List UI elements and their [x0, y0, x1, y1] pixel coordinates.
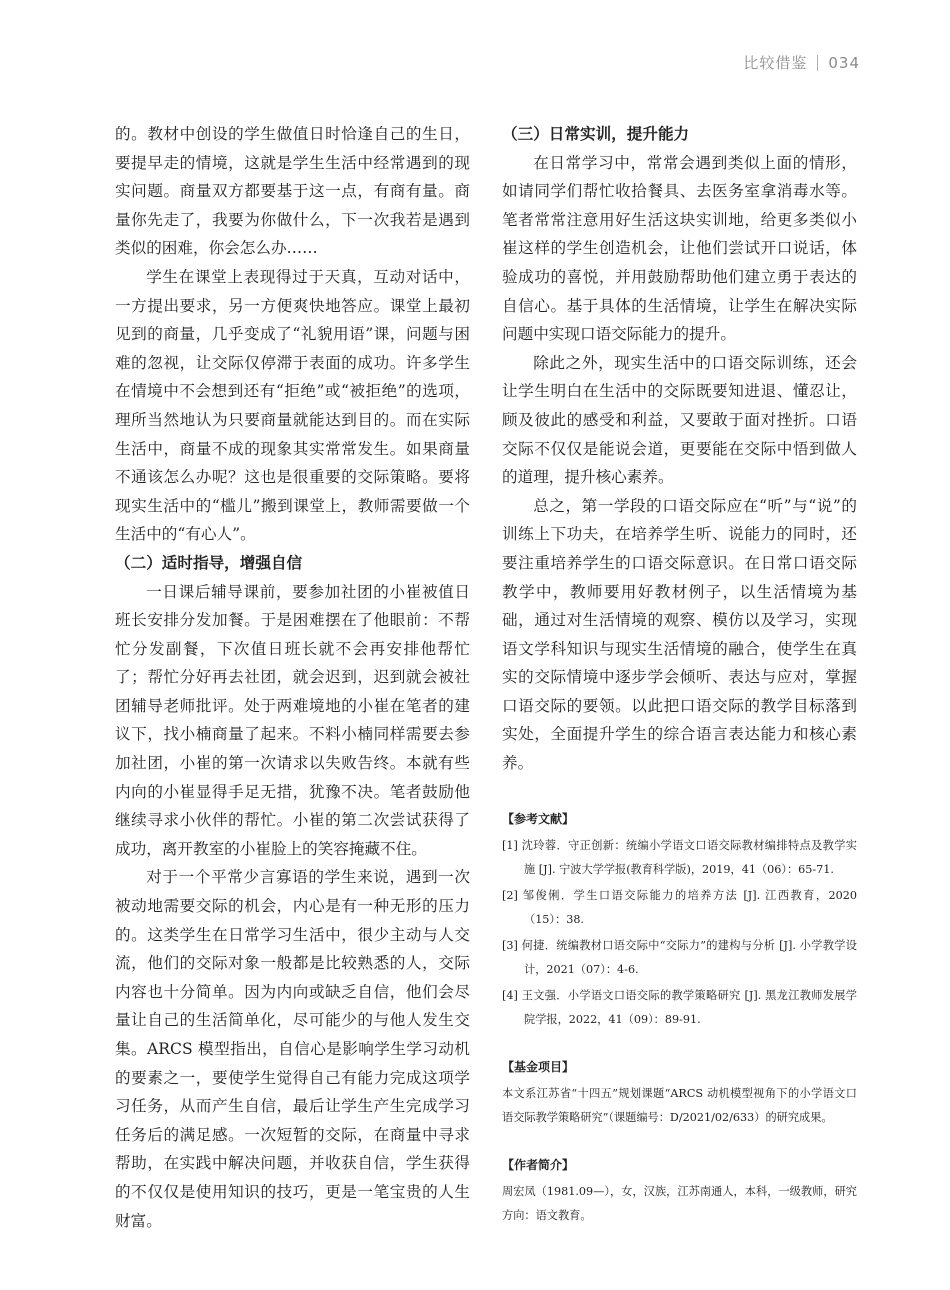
section-heading-2: （二）适时指导，增强自信 [115, 553, 303, 572]
paragraph: 学生在课堂上表现得过于天真，互动对话中，一方提出要求，另一方便爽快地答应。课堂上最初见到的商量，几乎变成了“礼貌用语”课，问题与困难的忽视，让交际仅停滞于表面的成功。许多学生在情境中不会想到还有“拒绝”或“被拒绝”的选项，理所当然地认为只要商量就能达到目的。而在实际生活中，商量不成的现象其实常常发生。如果商量不通该怎么办呢？这也是很重要的交际策略。要将现实生活中的“槛儿”搬到课堂上，教师需要做一个生活中的“有心人”。 [115, 267, 470, 544]
fund-text: 本文系江苏省“十四五”规划课题“ARCS 动机模型视角下的小学语文口语交际教学策略研究”（课题编号：D/2021/02/633）的研究成果。 [502, 1086, 857, 1124]
fund-section [502, 1056, 857, 1130]
paragraph: 总之，第一学段的口语交际应在“听”与“说”的训练上下功夫，在培养学生听、说能力的同时，还要注重培养学生的口语交际意识。在日常口语交际教学中，教师要用好教材例子，以生活情境为基础，通过对生活情境的观察、模仿以及学习，实现语文学科知识与现实生活情境的融合，使学生在真实的交际情境中逐步学会倾听、表达与应对，掌握口语交际的要领。以此把口语交际的教学目标落到实处，全面提升学生的综合语言表达能力和核心素养。 [502, 496, 857, 773]
paragraph: 除此之外，现实生活中的口语交际训练，还会让学生明白在生活中的交际既要知进退、懂忍让，顾及彼此的感受和利益，又要敢于面对挫折。口语交际不仅仅是能说会道，更要能在交际中悟到做人的道理，提升核心素养。 [502, 353, 857, 487]
page-number: 034 [828, 53, 860, 72]
references-section [502, 808, 857, 1228]
section-heading-3: （三）日常实训，提升能力 [502, 125, 690, 143]
paragraph: 一日课后辅导课前，要参加社团的小崔被值日班长安排分发加餐。于是困难摆在了他眼前：不帮忙分发副餐，下次值日班长就不会再安排他帮忙了；帮忙分好再去社团，就会迟到，迟到就会被社团辅导老师批评。处于两难境地的小崔在笔者的建议下，找小楠商量了起来。不料小楠同样需要去参加社团，小崔的第一次请求以失败告终。本就有些内向的小崔显得手足无措，犹豫不决。笔者鼓励他继续寻求小伙伴的帮忙。小崔的第二次尝试获得了成功，离开教室的小崔脸上的笑容掩藏不住。 [115, 582, 470, 858]
paragraph: 对于一个平常少言寡语的学生来说，遇到一次被动地需要交际的机会，内心是有一种无形的压力的。这类学生在日常学习生活中，很少主动与人交流，他们的交际对象一般都是比较熟悉的人，交际内容也十分简单。因为内向或缺乏自信，他们会尽量让自己的生活简单化，尽可能少的与他人发生交集。ARCS 模型指出，自信心是影响学生学习动机的要素之一，要使学生觉得自己有能力完成这项学习任务，从而产生自信，最后让学生产生完成学习任务后的满足感。一次短暂的交际，在商量中寻求帮助，在实践中解决问题，并收获自信，学生获得的不仅仅是使用知识的技巧，更是一笔宝贵的人生财富。 [115, 868, 470, 1230]
author-title: 【作者简介】 [502, 1157, 575, 1172]
header-divider [817, 55, 818, 71]
fund-title: 【基金项目】 [502, 1059, 575, 1074]
author-text: 周宏凤（1981.09—），女，汉族，江苏南通人，本科，一级教师，研究方向：语文教育。 [502, 1184, 857, 1222]
running-header [743, 52, 860, 73]
reference-item: [4] 王文强．小学语文口语交际的教学策略研究 [J]. 黑龙江教师发展学院学报，2022，41（09）：89-91. [502, 988, 857, 1026]
reference-item: [2] 邹俊俐．学生口语交际能力的培养方法 [J]. 江西教育，2020（15）：38. [502, 888, 857, 926]
reference-item: [1] 沈玲蓉．守正创新：统编小学语文口语交际教材编排特点及教学实施 [J]. 宁波大学学报(教育科学版)，2019，41（06）：65-71. [502, 838, 857, 876]
section-title: 比较借鉴 [743, 54, 808, 72]
paragraph: 在日常学习中，常常会遇到类似上面的情形，如请同学们帮忙收拾餐具、去医务室拿消毒水等。笔者常常注意用好生活这块实训地，给更多类似小崔这样的学生创造机会，让他们尝试开口说话，体验成功的喜悦，并用鼓励帮助他们建立勇于表达的自信心。基于具体的生活情境，让学生在解决实际问题中实现口语交际能力的提升。 [502, 153, 857, 344]
references-title: 【参考文献】 [502, 811, 575, 826]
right-column [502, 120, 857, 1228]
author-section [502, 1154, 857, 1228]
left-column [115, 120, 470, 1235]
reference-item: [3] 何捷．统编教材口语交际中“交际力”的建构与分析 [J]. 小学教学设计，2021（07）：4-6. [502, 938, 857, 976]
paragraph: 的。教材中创设的学生做值日时恰逢自己的生日，要提早走的情境，这就是学生生活中经常遇到的现实问题。商量双方都要基于这一点，有商有量。商量你先走了，我要为你做什么，下一次我若是遇到类似的困难，你会怎么办…… [115, 125, 470, 258]
